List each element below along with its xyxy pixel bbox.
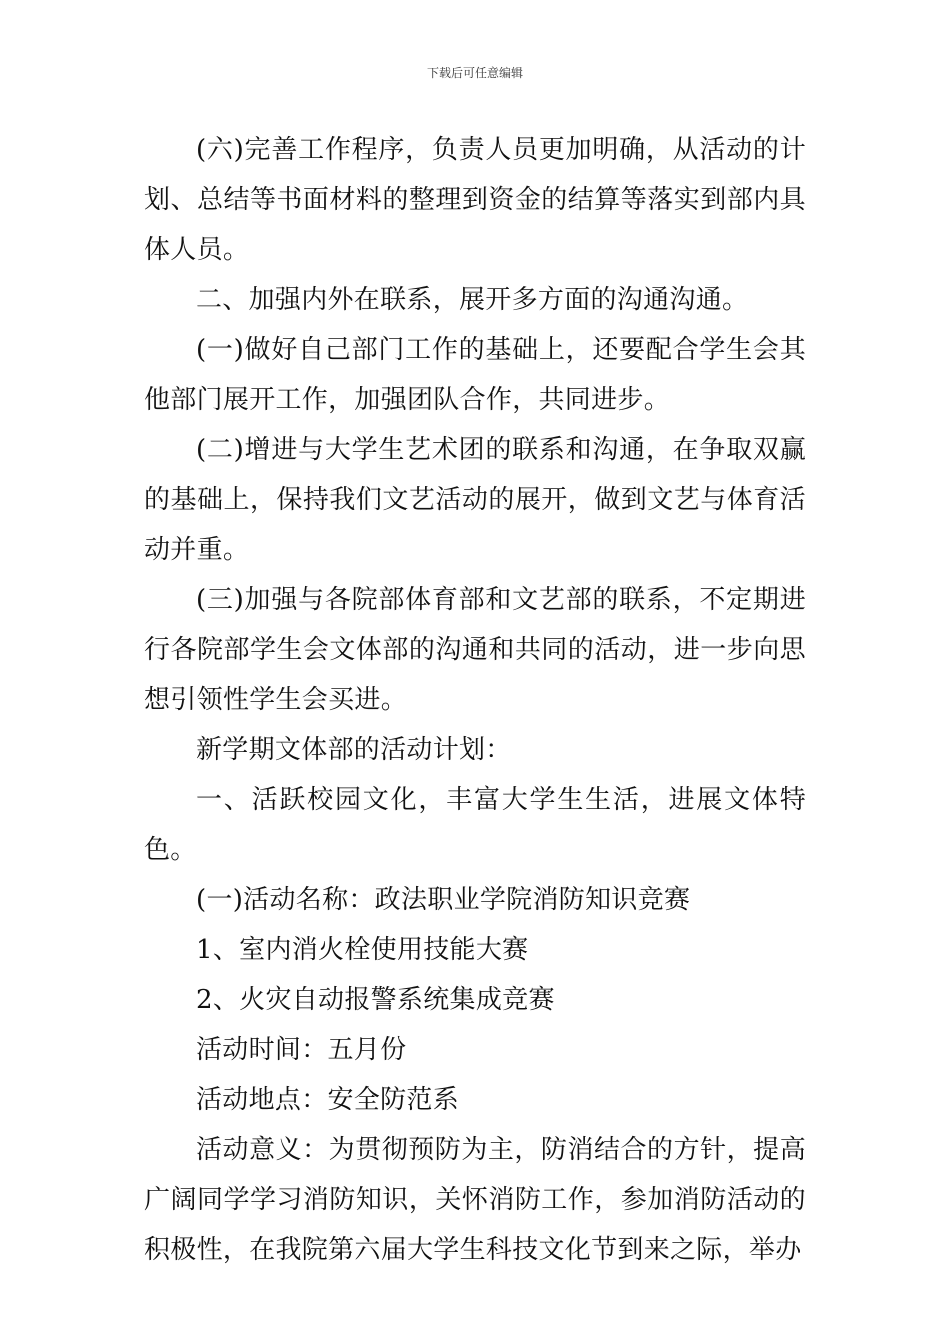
paragraph: 新学期文体部的活动计划： xyxy=(196,735,512,765)
paragraph: (六)完善工作程序，负责人员更加明确，从活动的计划、总结等书面材料的整理到资金的结算等落实到部内具体人员。 xyxy=(144,135,806,265)
paragraph: 一、活跃校园文化，丰富大学生生活，进展文体特色。 xyxy=(144,785,806,865)
paragraph: 活动意义：为贯彻预防为主，防消结合的方针，提高广阔同学学习消防知识，关怀消防工作，参加消防活动的积极性，在我院第六届大学生科技文化节到来之际，举办 xyxy=(144,1135,806,1265)
paragraph: 活动时间：五月份 xyxy=(196,1035,407,1065)
paragraph: (一)做好自己部门工作的基础上，还要配合学生会其他部门展开工作，加强团队合作，共同进步。 xyxy=(144,335,806,415)
paragraph: (一)活动名称：政法职业学院消防知识竞赛 xyxy=(196,885,691,915)
paragraph: (三)加强与各院部体育部和文艺部的联系，不定期进行各院部学生会文体部的沟通和共同的活动，进一步向思想引领性学生会买进。 xyxy=(144,585,806,715)
paragraph: 1、室内消火栓使用技能大赛 xyxy=(196,935,529,965)
page-header-note: 下载后可任意编辑 xyxy=(426,66,523,80)
paragraph: 二、加强内外在联系，展开多方面的沟通沟通。 xyxy=(196,285,749,315)
paragraph: 2、火灾自动报警系统集成竞赛 xyxy=(196,985,555,1015)
paragraph: (二)增进与大学生艺术团的联系和沟通，在争取双赢的基础上，保持我们文艺活动的展开，做到文艺与体育活动并重。 xyxy=(144,435,806,565)
paragraph: 活动地点：安全防范系 xyxy=(196,1085,460,1115)
document-body xyxy=(144,125,806,1275)
